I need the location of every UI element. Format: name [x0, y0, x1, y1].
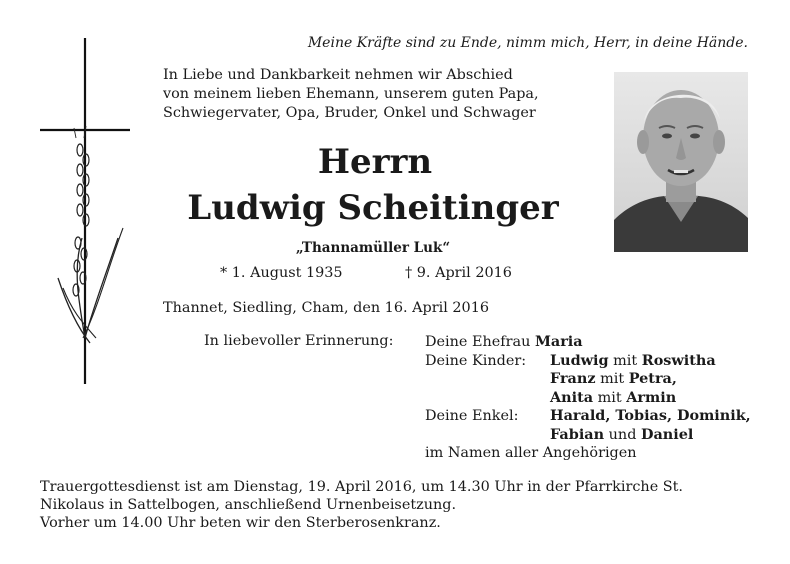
family-row-child	[425, 370, 677, 389]
family-row-grandchildren	[425, 425, 694, 445]
children-label: Deine Kinder:	[425, 352, 527, 369]
grandchildren-entry	[550, 426, 693, 445]
others-text: im Namen aller Angehörigen	[425, 445, 637, 461]
death-date: † 9. April 2016	[405, 265, 512, 281]
family-row-grandchildren	[425, 407, 751, 426]
child-join: mit	[597, 389, 622, 406]
service-info	[40, 478, 760, 532]
child-entry	[550, 389, 676, 408]
child-join: mit	[613, 352, 638, 369]
child-name: Ludwig	[550, 351, 609, 369]
intro-text	[163, 66, 593, 123]
grandchildren-label: Deine Enkel:	[425, 408, 519, 424]
grandchildren-names: Harald, Tobias, Dominik,	[550, 407, 751, 424]
service-line: Nikolaus in Sattelbogen, anschließend Urnenbeisetzung.	[40, 497, 457, 513]
nickname: „Thannamüller Luk“	[295, 240, 451, 256]
place-date: Thannet, Siedling, Cham, den 16. April 2016	[163, 300, 490, 316]
family-list	[425, 333, 751, 463]
wife-label: Deine Ehefrau	[425, 334, 531, 350]
child-join: mit	[600, 371, 625, 387]
quote-line: Meine Kräfte sind zu Ende, nimm mich, Herr, in deine Hände.	[307, 35, 748, 51]
salutation: Herrn	[317, 142, 433, 182]
family-row-wife	[425, 333, 637, 352]
child-partner: Roswitha	[641, 351, 716, 369]
grandchild-name: Fabian	[550, 425, 605, 443]
child-entry	[550, 352, 716, 371]
child-name: Anita	[550, 388, 594, 406]
family-row-child	[425, 351, 716, 371]
memory-label: In liebevoller Erinnerung:	[204, 333, 394, 349]
grandchild-name: Daniel	[640, 425, 694, 443]
intro-line: Schwiegervater, Opa, Bruder, Onkel und Schwager	[163, 105, 536, 121]
child-name: Franz	[550, 370, 596, 387]
intro-line: von meinem lieben Ehemann, unserem guten Papa,	[163, 86, 539, 102]
grandchild-join: und	[608, 426, 637, 443]
portrait-photo	[614, 72, 748, 252]
service-line: Vorher um 14.00 Uhr beten wir den Sterberosenkranz.	[40, 515, 441, 531]
child-partner: Armin	[626, 388, 677, 406]
deceased-name: Ludwig Scheitinger	[187, 188, 559, 228]
cross-with-wheat-icon	[38, 38, 138, 384]
wife-name: Maria	[534, 333, 583, 350]
family-row-others	[425, 444, 637, 463]
intro-line: In Liebe und Dankbarkeit nehmen wir Abschied	[163, 67, 513, 83]
family-row-child	[425, 388, 677, 408]
service-line: Trauergottesdienst ist am Dienstag, 19. April 2016, um 14.30 Uhr in der Pfarrkirche St.	[40, 479, 683, 495]
birth-date: * 1. August 1935	[220, 265, 343, 281]
child-entry	[550, 370, 677, 389]
child-partner: Petra,	[628, 370, 677, 387]
